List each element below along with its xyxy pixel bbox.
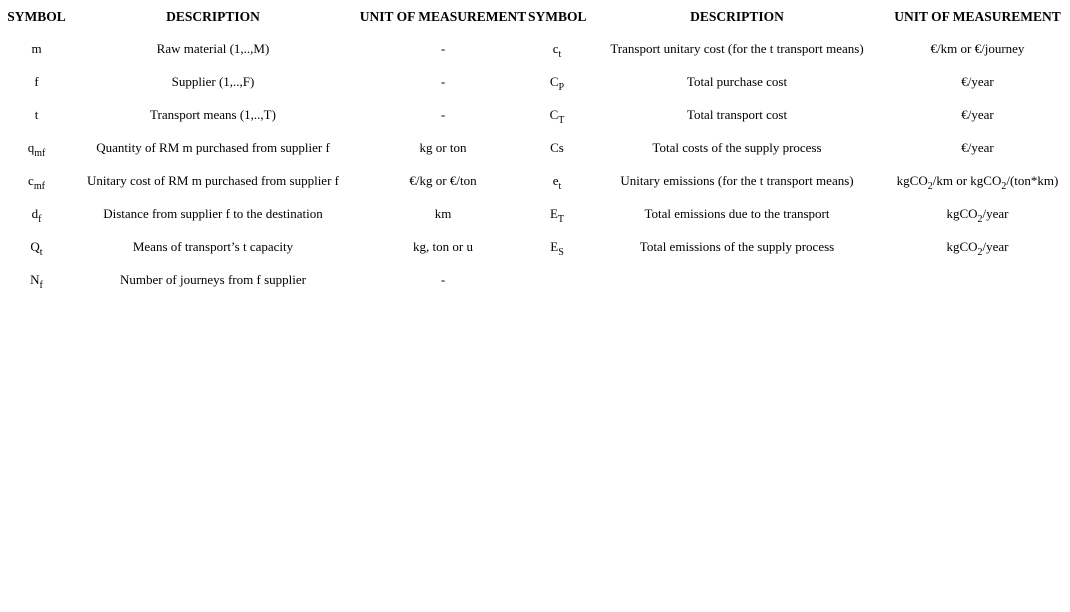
symbol-cell: m (31, 40, 42, 56)
unit-cell: €/year (961, 106, 994, 122)
unit-cell: €/kg or €/ton (409, 172, 477, 188)
symbol-cell: $c_{mf}$ (28, 172, 45, 192)
header-unit-left: UNIT OF MEASUREMENT (359, 9, 527, 24)
header-row (5, 2, 1067, 32)
table-row (5, 98, 1067, 131)
symbol-cell: $C_P$ (549, 73, 565, 93)
symbol-cell: $Q_t$ (30, 238, 43, 258)
header-symbol-right: SYMBOL (528, 9, 587, 24)
description-cell: Distance from supplier f to the destination (103, 205, 323, 221)
description-cell: Total emissions of the supply process (639, 238, 835, 254)
header-description-left: DESCRIPTION (166, 9, 260, 24)
table-row (5, 131, 1067, 164)
symbol-cell: Cs (550, 139, 564, 155)
table-row (5, 164, 1067, 197)
empty-cell (586, 263, 888, 296)
unit-cell: kg or ton (419, 139, 467, 155)
unit-cell: - (440, 271, 446, 287)
unit-cell: kg, ton or u (413, 238, 473, 254)
symbol-cell: t (34, 106, 39, 122)
header-description-right: DESCRIPTION (690, 9, 784, 24)
unit-cell: kgCO$_2$/year (946, 238, 1009, 258)
symbol-cell: $c_t$ (552, 40, 562, 60)
header-unit-right: UNIT OF MEASUREMENT (894, 9, 1061, 24)
unit-cell: km (434, 205, 452, 221)
description-cell: Total purchase cost (686, 73, 788, 89)
description-cell: Total costs of the supply process (652, 139, 822, 155)
unit-cell: €/km or €/journey (930, 40, 1025, 56)
symbol-cell: $q_{mf}$ (27, 139, 46, 159)
symbol-cell: $C_T$ (549, 106, 565, 126)
symbol-cell: $e_t$ (552, 172, 562, 192)
unit-cell: kgCO$_2$/km or kgCO$_2$/(ton*km) (896, 172, 1059, 192)
description-cell: Raw material (1,..,M) (156, 40, 270, 56)
table-row (5, 65, 1067, 98)
symbol-cell: f (34, 73, 39, 89)
unit-cell: - (440, 106, 446, 122)
description-cell: Transport means (1,..,T) (150, 106, 276, 122)
symbol-cell: $d_f$ (31, 205, 42, 225)
table-row (5, 197, 1067, 230)
description-cell: Transport unitary cost (for the t transport means) (610, 40, 864, 56)
symbols-table (5, 2, 1067, 296)
description-cell: Means of transport’s t capacity (132, 238, 294, 254)
symbol-cell: $N_f$ (30, 271, 43, 291)
unit-cell: - (440, 73, 446, 89)
description-cell: Supplier (1,..,F) (171, 73, 255, 89)
description-cell: Total transport cost (686, 106, 788, 122)
description-cell: Number of journeys from f supplier (120, 271, 306, 287)
description-cell: Unitary emissions (for the t transport means) (620, 172, 854, 188)
table-row (5, 32, 1067, 65)
empty-cell (528, 263, 586, 296)
unit-cell: - (440, 40, 446, 56)
unit-cell: €/year (961, 73, 994, 89)
description-cell: Total emissions due to the transport (644, 205, 830, 221)
symbol-cell: $E_T$ (549, 205, 565, 225)
header-symbol-left: SYMBOL (7, 9, 66, 24)
table-row (5, 263, 1067, 296)
description-cell: Unitary cost of RM m purchased from supplier f (86, 172, 339, 188)
unit-cell: €/year (961, 139, 994, 155)
empty-cell (888, 263, 1067, 296)
table-row (5, 230, 1067, 263)
unit-cell: kgCO$_2$/year (946, 205, 1009, 225)
description-cell: Quantity of RM m purchased from supplier f (96, 139, 330, 155)
symbol-cell: $E_S$ (550, 238, 564, 258)
